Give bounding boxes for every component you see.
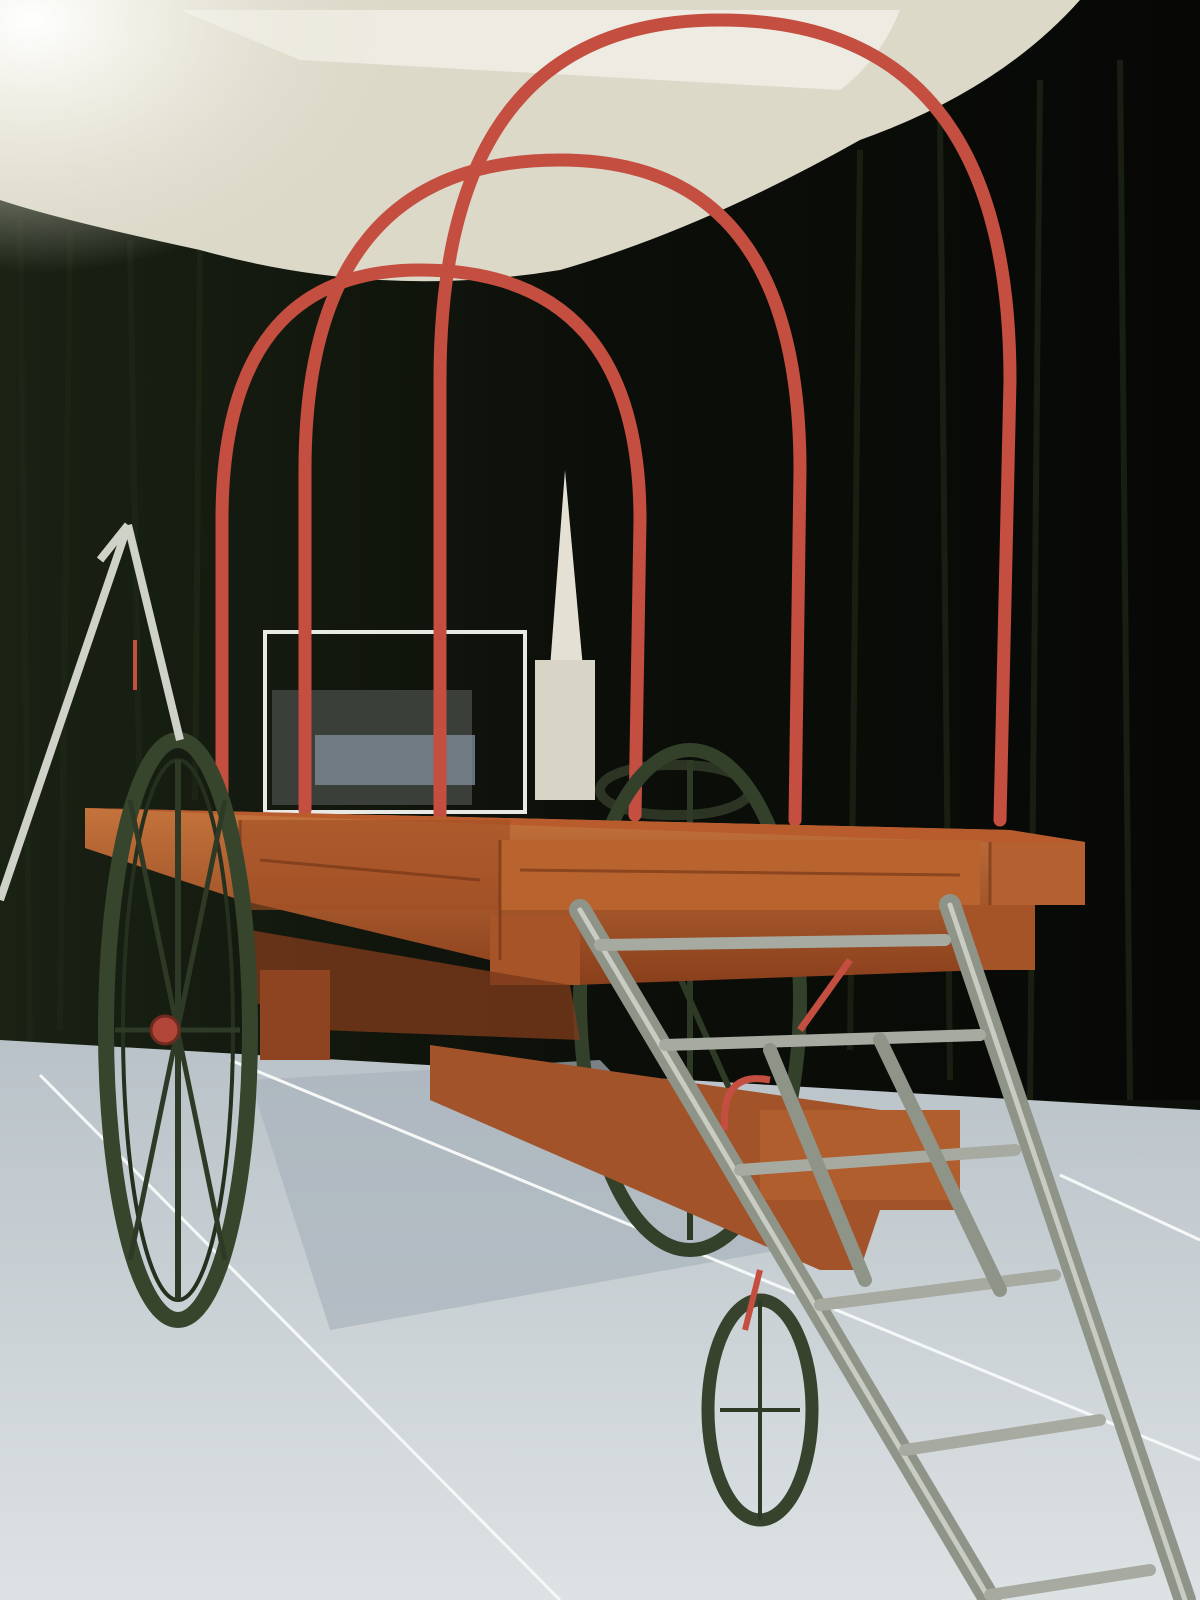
front-wheel bbox=[106, 740, 250, 1320]
